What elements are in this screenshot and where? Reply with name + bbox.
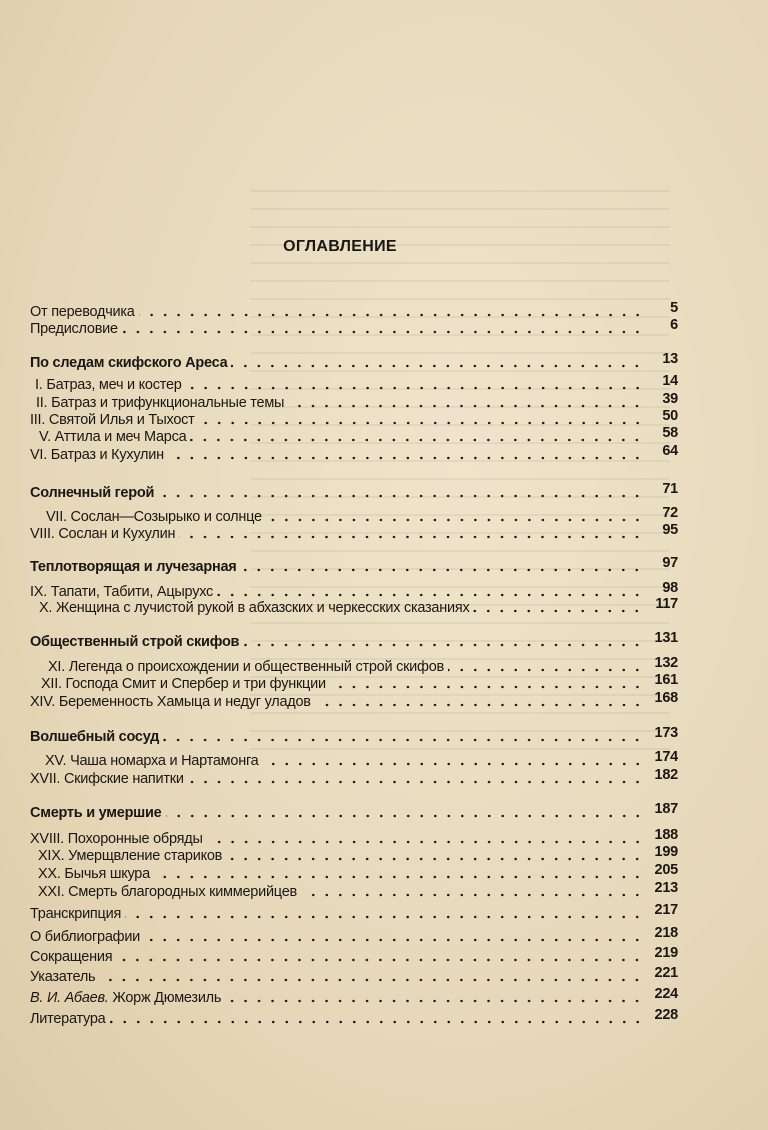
toc-entry-label: От переводчика [30,304,135,320]
toc-entry-title [48,659,448,675]
toc-entry-title [39,429,190,445]
dot-leader [240,568,644,572]
toc-entry-label: Сокращения [30,949,113,965]
toc-entry-title [30,321,122,337]
dot-leader [243,643,644,647]
toc-entry-label: Общественный строй скифов [30,634,240,650]
toc-section-entry [30,483,678,501]
toc-page-number: 228 [654,1007,678,1023]
toc-entry-label: XVII. Скифские напитки [30,771,184,787]
toc-entry-label: III. Святой Илья и Тыхост [30,412,195,428]
toc-entry-title [38,884,301,900]
toc-entry [30,967,678,985]
toc-entry-title [30,694,315,710]
toc-page-number: 117 [655,596,678,612]
dot-leader [207,840,644,844]
toc-entry [39,427,678,445]
toc-page-number: 182 [654,767,678,783]
dot-leader [168,456,644,460]
toc-entry-title [30,831,207,847]
toc-entry [38,864,678,882]
toc-page-number: 131 [654,630,678,646]
toc-section-entry [30,632,678,650]
toc-page-number: 13 [662,351,678,367]
dot-leader [154,875,644,879]
toc-section-entry [30,557,678,575]
toc-page-number: 5 [670,300,678,316]
dot-leader [266,518,644,522]
toc-entry [39,598,678,616]
dot-leader [110,1020,645,1024]
dot-leader [139,313,644,317]
toc-entry-label: XV. Чаша номарха и Нартамонга [45,753,259,769]
toc-entry-title [36,395,288,411]
toc-entry-title [30,906,125,922]
toc-entry-label: Смерть и умершие [30,805,162,821]
toc-page-number: 221 [654,965,678,981]
toc-page-number: 132 [654,655,678,671]
toc-section-entry [30,353,678,371]
toc-page-number: 188 [654,827,678,843]
dot-leader [99,978,644,982]
toc-entry-title [30,771,188,787]
toc-entry-label: Волшебный сосуд [30,729,160,745]
toc-page-number: 173 [654,725,678,741]
toc-entry-label: X. Женщина с лучистой рукой в абхазских и черкесских сказаниях [39,600,470,616]
toc-entry [30,1009,678,1027]
toc-entry [30,927,678,945]
toc-entry-title [30,447,168,463]
toc-entry-title [30,949,116,965]
toc-entry-title [30,526,179,542]
toc-entry-label: Литература [30,1011,106,1027]
toc-entry [30,829,678,847]
page-title: ОГЛАВЛЕНИЕ [283,238,397,255]
toc-entry [30,302,678,320]
toc-entry-label: VII. Сослан—Созырыко и солнце [46,509,262,525]
toc-page-number: 187 [654,801,678,817]
toc-entry-label: XXI. Смерть благородных киммерийцев [38,884,297,900]
dot-leader [301,893,644,897]
toc-page-number: 174 [654,749,678,765]
toc-entry-label: I. Батраз, меч и костер [35,377,182,393]
toc-entry-label: Предисловие [30,321,118,337]
toc-entry [30,410,678,428]
toc-entry-label: О библиографии [30,929,141,945]
dot-leader [231,364,644,368]
toc-entry [46,507,678,525]
dot-leader [144,938,644,942]
toc-page-number: 219 [654,945,678,961]
toc-entry-title [30,304,139,320]
toc-entry [30,904,678,922]
toc-page-number: 14 [662,373,678,389]
dot-leader [125,915,644,919]
toc-page-number: 71 [662,481,678,497]
toc-page-number: 39 [662,391,678,407]
dot-leader [122,330,644,334]
toc-entry-label: V. Аттила и меч Марса [39,429,187,445]
toc-entry [30,319,678,337]
toc-entry-label: VI. Батраз и Кухулин [30,447,164,463]
toc-page-number: 217 [654,902,678,918]
toc-entry-title [30,559,240,575]
toc-page-number: 58 [662,425,678,441]
toc-entry-title [30,412,199,428]
toc-entry [36,393,678,411]
toc-entry [45,751,678,769]
dot-leader [315,703,644,707]
dot-leader [163,738,644,742]
dot-leader [448,668,644,672]
toc-entry-label: IX. Тапати, Табити, Ацырухс [30,584,214,600]
toc-entry [30,769,678,787]
toc-entry-title [41,676,330,692]
toc-entry-label: XII. Господа Смит и Спербер и три функции [41,676,326,692]
toc-entry-title [30,634,243,650]
toc-entry-label: Теплотворящая и лучезарная [30,559,237,575]
toc-page-number: 95 [662,522,678,538]
dot-leader [473,609,644,613]
toc-entry [41,674,678,692]
toc-entry-title [30,355,231,371]
toc-entry-label: XI. Легенда о происхождении и общественный строй скифов [48,659,444,675]
dot-leader [166,814,645,818]
toc-entry [38,882,678,900]
toc-entry-title [45,753,263,769]
toc-entry-label: XIV. Беременность Хамыца и недуг уладов [30,694,311,710]
toc-entry-label: Жорж Дюмезиль [112,990,222,1006]
toc-page-number: 72 [662,505,678,521]
toc-entry-label: VIII. Сослан и Кухулин [30,526,176,542]
toc-entry-title [39,600,473,616]
toc-entry-title [30,485,158,501]
dot-leader [330,685,644,689]
dot-leader [158,494,644,498]
toc-page-number: 6 [670,317,678,333]
toc-entry-label: По следам скифского Ареса [30,355,228,371]
toc-entry [38,846,678,864]
toc-entry-title [30,1011,110,1027]
toc-entry-label: Солнечный герой [30,485,155,501]
dot-leader [226,857,644,861]
toc-entry-title [30,805,166,821]
toc-entry-label: XIX. Умерщвление стариков [38,848,223,864]
toc-entry-label: XVIII. Похоронные обряды [30,831,203,847]
toc-page-number: 205 [654,862,678,878]
dot-leader [199,421,644,425]
toc-section-entry [30,803,678,821]
toc-page-number: 97 [662,555,678,571]
toc-page-number: 213 [654,880,678,896]
toc-entry-title [46,509,266,525]
toc-entry [48,657,678,675]
toc-page-number: 224 [654,986,678,1002]
toc-entry-title [30,729,163,745]
dot-leader [263,762,645,766]
toc-page-number: 161 [654,672,678,688]
toc-entry-label: Указатель [30,969,96,985]
toc-page-number: 64 [662,443,678,459]
toc-section-entry [30,727,678,745]
toc-entry-label: XX. Бычья шкура [38,866,150,882]
toc-page-number: 168 [654,690,678,706]
toc-page-number: 98 [662,580,678,596]
toc-entry-author: В. И. Абаев. [30,990,109,1006]
dot-leader [225,999,644,1003]
toc-entry-label: II. Батраз и трифункциональные темы [36,395,285,411]
toc-entry-title [38,866,154,882]
dot-leader [217,593,644,597]
toc-entry [30,524,678,542]
dot-leader [179,535,644,539]
dot-leader [288,404,644,408]
toc-entry-label: Транскрипция [30,906,122,922]
toc-entry [30,445,678,463]
toc-entry-title [35,377,186,393]
toc-page-number: 50 [662,408,678,424]
toc-page-number: 199 [654,844,678,860]
toc-page-number: 218 [654,925,678,941]
dot-leader [186,386,644,390]
toc-entry [30,947,678,965]
dot-leader [190,438,644,442]
toc-entry-title [30,969,99,985]
toc-entry-title [30,929,144,945]
dot-leader [116,958,644,962]
toc-entry-title [30,990,225,1006]
toc-entry [30,692,678,710]
toc-entry [35,375,678,393]
dot-leader [188,780,644,784]
toc-entry-title [38,848,226,864]
toc-entry [30,988,678,1006]
